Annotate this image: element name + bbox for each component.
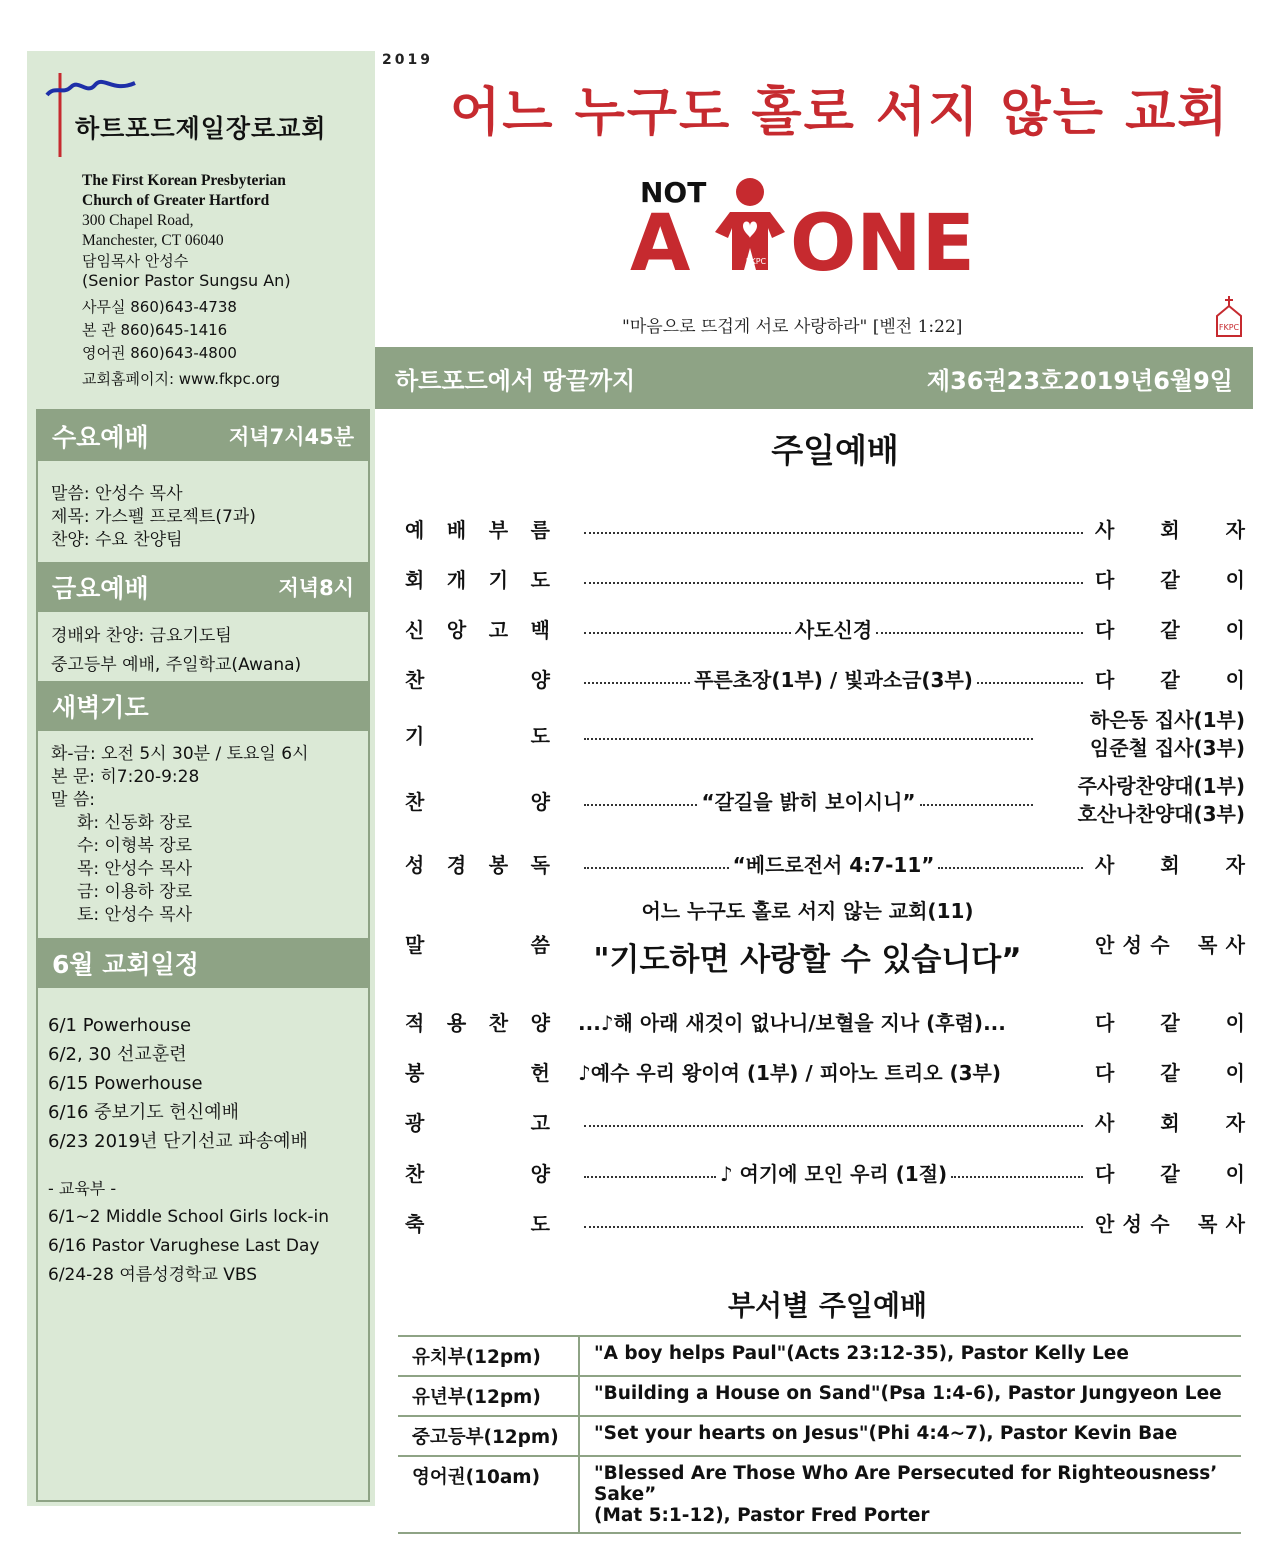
- church-building-icon: [1214, 296, 1244, 338]
- order-label: 적 용 찬 양: [405, 1010, 550, 1035]
- sunday-worship-title: 주일예배: [771, 431, 899, 470]
- dept-description: "A boy helps Paul"(Acts 23:12-35), Pastor Kelly Lee: [579, 1336, 1241, 1376]
- order-row: [405, 1156, 1245, 1188]
- order-row: [405, 847, 1245, 879]
- order-leader: 다 같 이: [1095, 1161, 1245, 1186]
- dawn-line: 금: 이용하 장로: [77, 882, 193, 902]
- wednesday-line: 말씀: 안성수 목사: [51, 484, 183, 504]
- friday-line: 경배와 찬양: 금요기도팀: [51, 626, 232, 646]
- department-table: [398, 1335, 1241, 1534]
- issue-year: 2019: [382, 52, 433, 68]
- dept-name: 유년부(12pm): [398, 1376, 579, 1416]
- order-row: [405, 706, 1245, 762]
- dawn-line: 본 문: 히7:20-9:28: [51, 767, 200, 787]
- dawn-prayer-details: [51, 743, 309, 927]
- table-row: [398, 1456, 1241, 1533]
- order-leader: 다 같 이: [1095, 1010, 1245, 1035]
- church-info: [82, 171, 291, 393]
- schedule-item: 6/16 중보기도 헌신예배: [48, 1102, 239, 1123]
- church-english-name-2: Church of Greater Hartford: [82, 192, 270, 209]
- order-leader: 사 회 자: [1095, 852, 1245, 877]
- table-row: [398, 1376, 1241, 1416]
- logo-alone-a-text: A: [630, 199, 691, 285]
- dawn-line: 화: 신동화 장로: [77, 813, 193, 833]
- sermon-series: 어느 누구도 홀로 서지 않는 교회(11): [641, 899, 974, 923]
- sidebar: [27, 51, 375, 1506]
- order-leader: 안 성 수 목 사: [1095, 933, 1245, 957]
- logo-not-text: NOT: [640, 176, 707, 209]
- order-row: [405, 612, 1245, 644]
- logo-fkpc-tag: FKPC: [745, 257, 767, 266]
- senior-pastor-en: (Senior Pastor Sungsu An): [82, 271, 291, 290]
- order-leader: 안 성 수 목 사: [1095, 1211, 1245, 1236]
- theme-headline: 어느 누구도 홀로 서지 않는 교회: [450, 82, 1230, 143]
- order-label: 찬 양: [405, 667, 550, 692]
- friday-title: 금요예배: [52, 574, 149, 603]
- address-line-2: Manchester, CT 06040: [82, 232, 224, 249]
- order-label: 말 씀: [405, 933, 550, 957]
- education-item: 6/16 Pastor Varughese Last Day: [48, 1236, 320, 1256]
- dawn-title: 새벽기도: [52, 693, 149, 722]
- order-row: [405, 662, 1245, 694]
- june-schedule-header: [36, 938, 370, 988]
- friday-details: [51, 622, 301, 680]
- order-row: [405, 1055, 1245, 1087]
- table-row: [398, 1416, 1241, 1456]
- dept-name: 유치부(12pm): [398, 1336, 579, 1376]
- wednesday-line: 찬양: 수요 찬양팀: [51, 530, 183, 550]
- order-label: 축 도: [405, 1211, 550, 1236]
- logo-alone-rest-text: ONE: [790, 199, 975, 285]
- dawn-line: 목: 안성수 목사: [77, 859, 193, 879]
- order-leader: 사 회 자: [1095, 517, 1245, 542]
- sermon-row: [405, 895, 1245, 991]
- dept-description: "Set your hearts on Jesus"(Phi 4:4~7), Pastor Kevin Bae: [579, 1416, 1241, 1456]
- wednesday-time: 저녁7시45분: [229, 425, 354, 449]
- issue-banner: [375, 347, 1253, 409]
- order-content: 사도신경: [794, 617, 873, 642]
- order-content: ♪예수 우리 왕이여 (1부) / 피아노 트리오 (3부): [578, 1060, 1002, 1085]
- order-label: 신 앙 고 백: [405, 617, 550, 642]
- schedule-item: 6/1 Powerhouse: [48, 1015, 192, 1036]
- order-label: 찬 양: [405, 1161, 550, 1186]
- schedule-item: 6/23 2019년 단기선교 파송예배: [48, 1131, 308, 1152]
- dept-name: 영어권(10am): [398, 1456, 579, 1533]
- order-label: 기 도: [405, 723, 550, 748]
- order-row: [405, 1005, 1245, 1037]
- schedule-item: 6/15 Powerhouse: [48, 1073, 203, 1094]
- wednesday-title: 수요예배: [52, 423, 149, 452]
- wednesday-line: 제목: 가스펠 프로젝트(7과): [51, 507, 256, 527]
- june-schedule-list: [48, 1011, 329, 1290]
- logo-figure-head: [736, 178, 764, 206]
- table-row: [398, 1336, 1241, 1376]
- homepage-link[interactable]: 교회홈페이지: www.fkpc.org: [82, 370, 281, 388]
- education-item: 6/24-28 여름성경학교 VBS: [48, 1265, 258, 1285]
- order-leader: 다 같 이: [1095, 617, 1245, 642]
- senior-pastor-ko: 담임목사 안성수: [82, 252, 189, 270]
- order-leader: 다 같 이: [1095, 1060, 1245, 1085]
- order-row: [405, 772, 1245, 828]
- order-label: 예 배 부 름: [405, 517, 550, 542]
- phone-office: 사무실 860)643-4738: [82, 298, 237, 316]
- issue-date: 제36권23호2019년6월9일: [926, 366, 1233, 395]
- order-label: 회 개 기 도: [405, 567, 550, 592]
- order-leader: 사 회 자: [1095, 1110, 1245, 1135]
- dawn-line: 화-금: 오전 5시 30분 / 토요일 6시: [51, 744, 309, 764]
- schedule-title: 6월 교회일정: [52, 950, 199, 979]
- schedule-item: 6/2, 30 선교훈련: [48, 1044, 187, 1065]
- sermon-title: "기도하면 사랑할 수 있습니다”: [593, 942, 1022, 978]
- education-item: 6/1~2 Middle School Girls lock-in: [48, 1207, 330, 1227]
- friday-service-header: [36, 562, 370, 612]
- phone-english-ministry: 영어권 860)643-4800: [82, 344, 237, 362]
- order-leader: 하은동 집사(1부) 임준철 집사(3부): [1089, 708, 1245, 760]
- order-row: [405, 512, 1245, 544]
- address-line-1: 300 Chapel Road,: [82, 212, 194, 229]
- education-subtitle: - 교육부 -: [48, 1179, 117, 1198]
- order-row: [405, 1206, 1245, 1238]
- order-label: 성 경 봉 독: [405, 852, 550, 877]
- theme-verse: "마음으로 뜨겁게 서로 사랑하라" [벧전 1:22]: [622, 317, 963, 337]
- wednesday-service-header: [36, 411, 370, 461]
- department-worship-title: 부서별 주일예배: [727, 1289, 928, 1322]
- order-content: “베드로전서 4:7-11”: [732, 852, 935, 877]
- order-leader: 주사랑찬양대(1부) 호산나찬양대(3부): [1077, 774, 1245, 826]
- dawn-line: 수: 이형복 장로: [77, 836, 193, 856]
- dawn-prayer-header: [36, 681, 370, 731]
- order-content: 푸른초장(1부) / 빛과소금(3부): [694, 667, 973, 692]
- church-english-name-1: The First Korean Presbyterian: [82, 172, 286, 189]
- order-content: ...♪해 아래 새것이 없나니/보혈을 지나 (후렴)...: [578, 1010, 1006, 1035]
- dept-name: 중고등부(12pm): [398, 1416, 579, 1456]
- friday-time: 저녁8시: [278, 576, 354, 600]
- dept-description: "Building a House on Sand"(Psa 1:4-6), Pastor Jungyeon Lee: [579, 1376, 1241, 1416]
- order-row: [405, 562, 1245, 594]
- order-content: ♪ 여기에 모인 우리 (1절): [719, 1161, 948, 1186]
- order-leader: 다 같 이: [1095, 567, 1245, 592]
- dawn-line: 토: 안성수 목사: [77, 905, 193, 925]
- not-alone-logo: [630, 170, 1010, 285]
- phone-main-hall: 본 관 860)645-1416: [82, 321, 228, 339]
- church-name: 하트포드제일장로교회: [75, 114, 327, 143]
- dept-description: "Blessed Are Those Who Are Persecuted for Righteousness’ Sake” (Mat 5:1-12), Pastor Fred Porter: [579, 1456, 1241, 1533]
- order-label: 봉 헌: [405, 1060, 550, 1085]
- banner-motto: 하트포드에서 땅끝까지: [395, 366, 636, 395]
- order-label: 찬 양: [405, 789, 550, 814]
- dawn-line: 말 씀:: [51, 790, 95, 810]
- order-leader: 다 같 이: [1095, 667, 1245, 692]
- order-label: 광 고: [405, 1110, 550, 1135]
- order-content: “갈길을 밝히 보이시니”: [701, 789, 916, 814]
- wednesday-details: [51, 483, 256, 552]
- friday-line: 중고등부 예배, 주일학교(Awana): [51, 655, 302, 675]
- fkpc-icon-label: FKPC: [1218, 323, 1240, 332]
- order-row: [405, 1105, 1245, 1137]
